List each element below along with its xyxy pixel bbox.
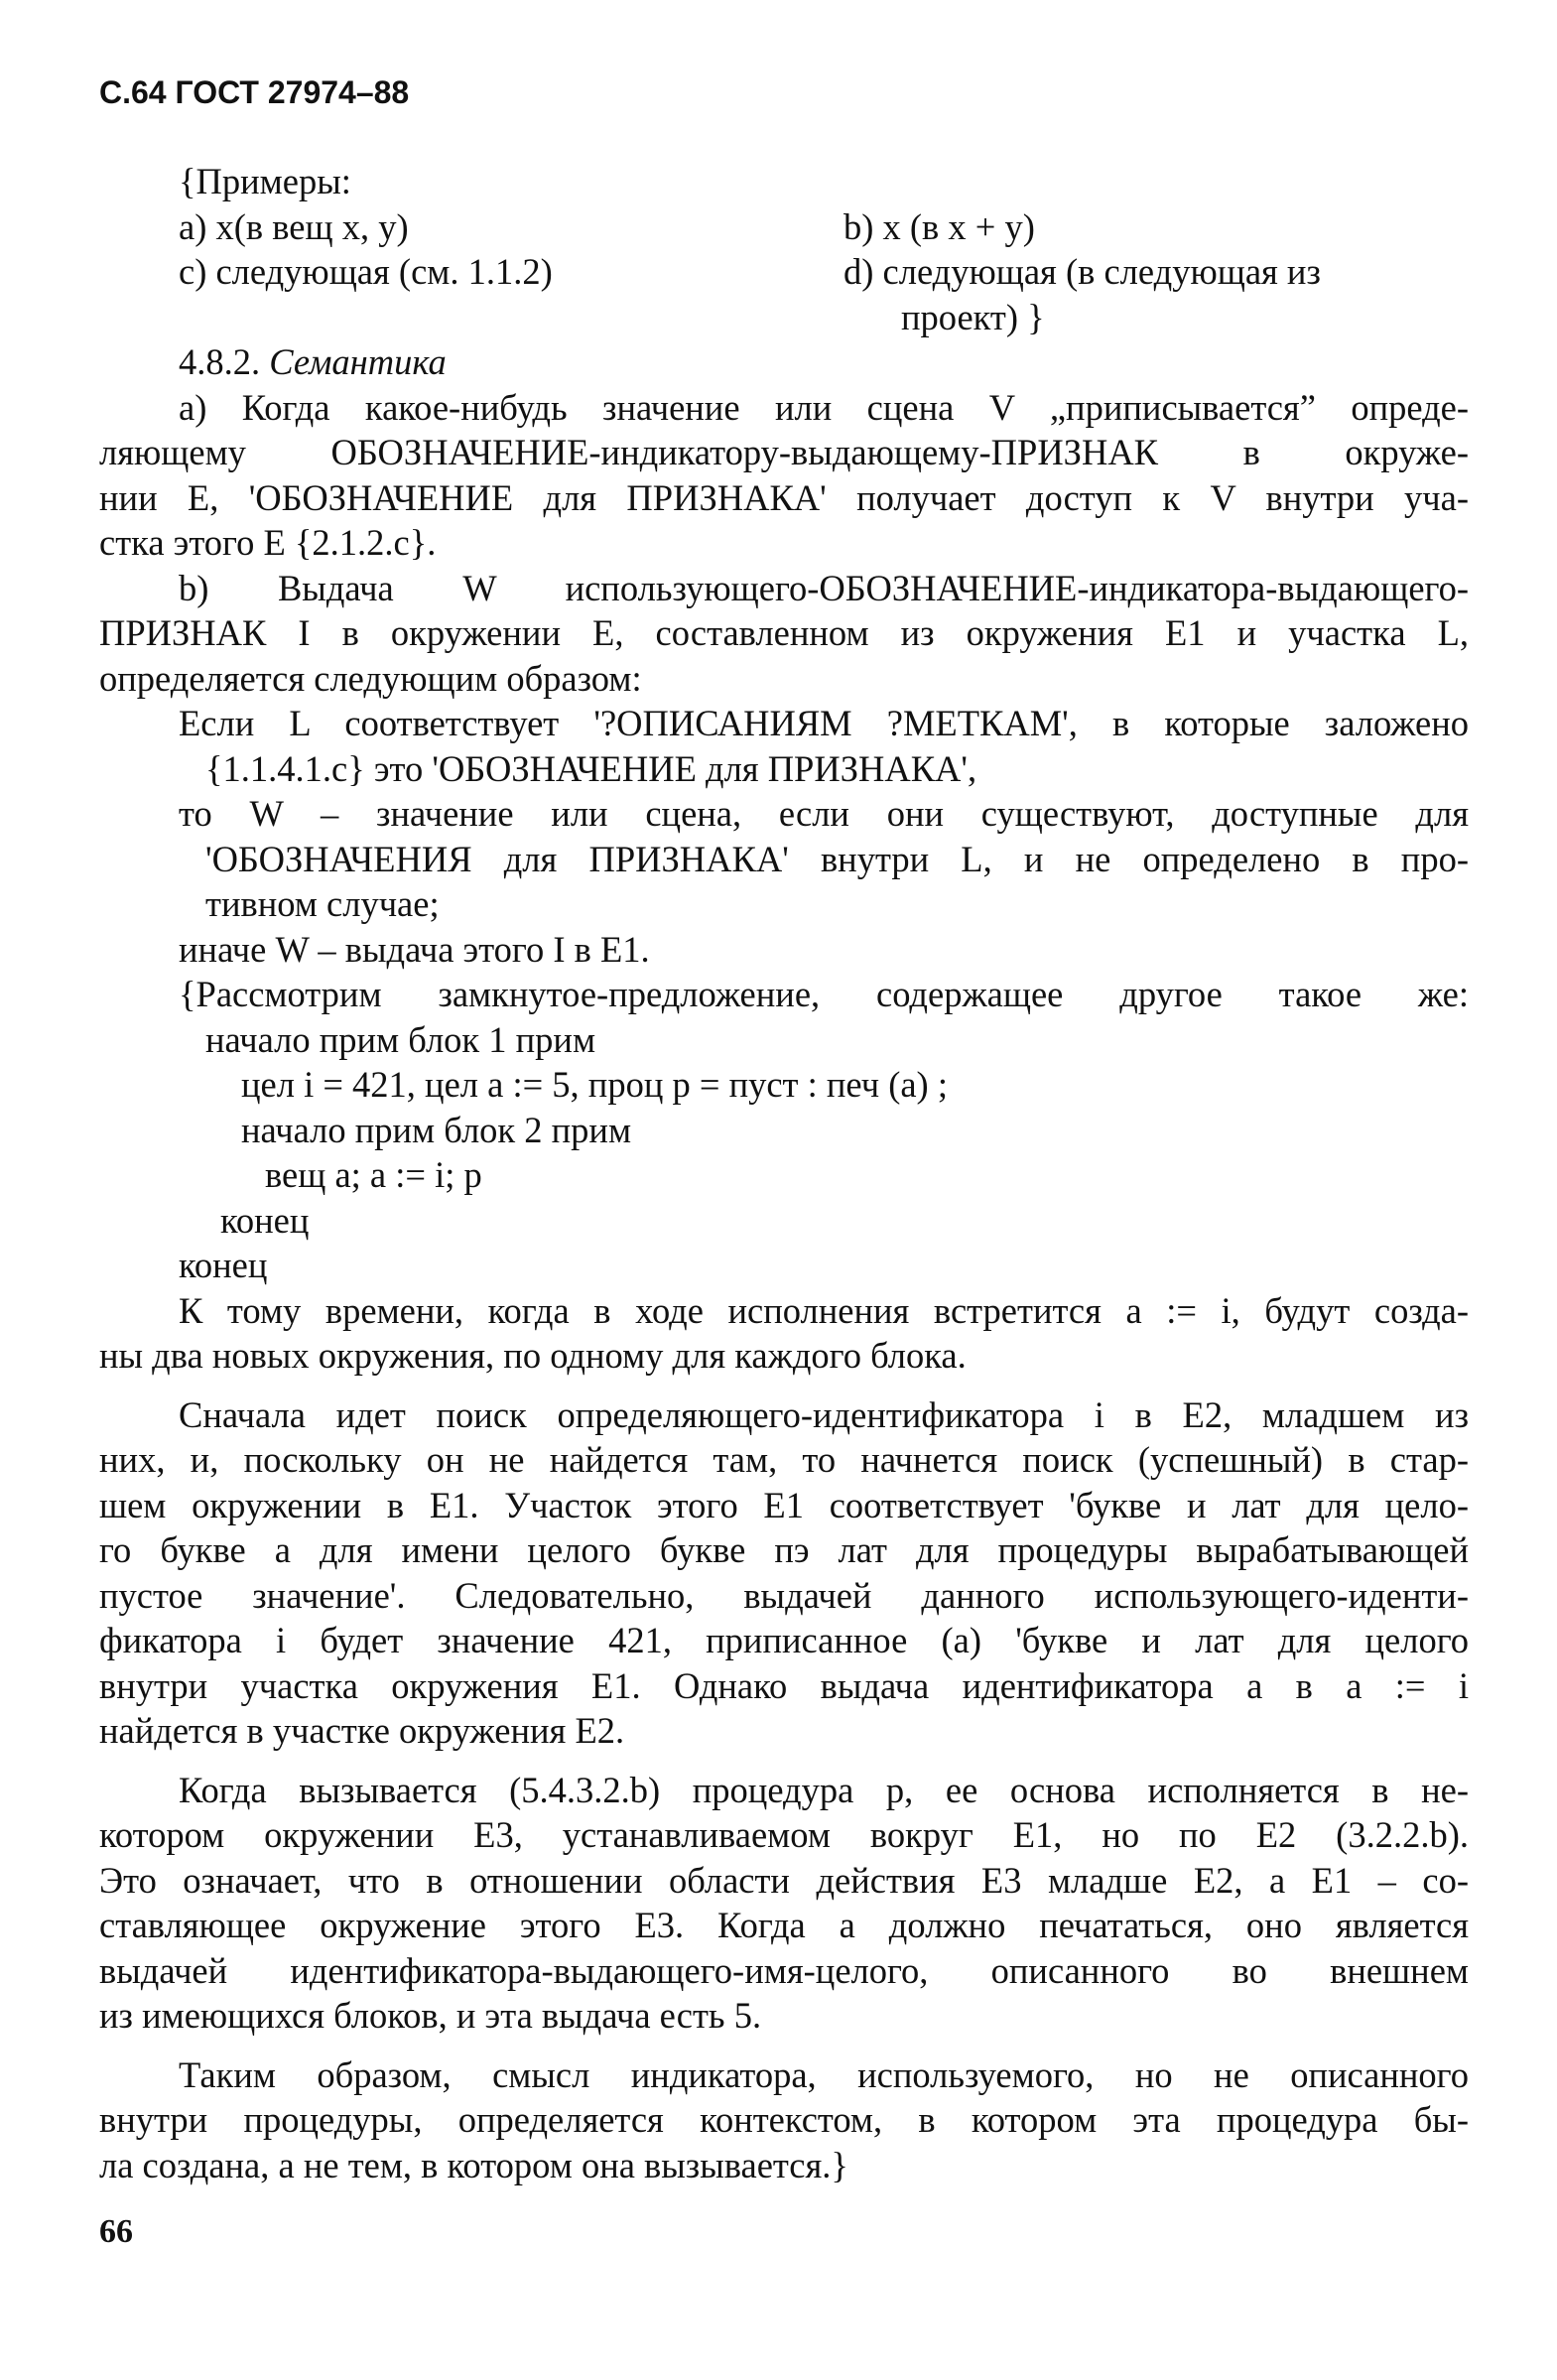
paragraph-conclusion [99,2052,1469,2188]
paragraph-line: Это означает, что в отношении области действия E3 младше E2, а E1 – со- [99,1859,1469,1901]
rule-then-line-1: то W – значение или сцена, если они существуют, доступные для [179,793,1469,834]
paragraph-call [99,1768,1469,2039]
page-content [99,159,1469,2187]
examples-row-1 [99,204,1469,250]
section-heading [99,339,1469,385]
paragraph-search [99,1392,1469,1754]
example-d: d) следующая (в следующая из [843,251,1321,292]
code-line: цел i = 421, цел a := 5, проц p = пуст : печ (a) ; [241,1064,948,1105]
rule-then-line-2: 'ОБОЗНАЧЕНИЯ для ПРИЗНАКА' внутри L, и не определено в про- [205,838,1469,879]
rule-then-line-3: тивном случае; [205,883,440,924]
section-title: Семантика [269,341,447,382]
paragraph-line: a) Когда какое-нибудь значение или сцена V „приписывается” опреде- [179,386,1469,428]
paragraph-line: стка этого E {2.1.2.c}. [99,522,437,563]
paragraph-line: внутри процедуры, определяется контекстом, в котором эта процедура бы- [99,2099,1469,2140]
paragraph-line: ляющему ОБОЗНАЧЕНИЕ-индикатору-выдающему-ПРИЗНАК в окруже- [99,432,1469,472]
paragraph-line: шем окружении в E1. Участок этого E1 соответствует 'букве и лат для цело- [99,1484,1469,1525]
paragraph-line: го букве a для имени целого букве пэ лат для процедуры вырабатывающей [99,1529,1469,1570]
rule-if-line-2: {1.1.4.1.c} это 'ОБОЗНАЧЕНИЕ для ПРИЗНАКА', [205,747,977,789]
paragraph-line: найдется в участке окружения E2. [99,1710,625,1751]
example-a: a) x(в вещ x, y) [179,205,409,247]
rule-if-line-1: Если L соответствует '?ОПИСАНИЯМ ?МЕТКАМ', в которые заложено [179,703,1469,743]
paragraph-line: ны два новых окружения, по одному для каждого блока. [99,1335,967,1376]
paragraph-line: определяется следующим образом: [99,657,642,699]
examples-row-2 [99,249,1469,295]
code-example [99,1017,1469,1288]
examples-row-3 [99,295,1469,340]
paragraph-b [99,566,1469,702]
paragraph-line: ла создана, а не тем, в котором она вызывается.} [99,2144,848,2185]
paragraph-line: них, и, поскольку он не найдется там, то начнется поиск (успешный) в стар- [99,1439,1469,1480]
paragraph-line: внутри участка окружения E1. Однако выдача идентификатора a в a := i [99,1664,1469,1706]
examples-intro: {Примеры: [179,161,351,201]
code-line: конец [179,1245,268,1285]
paragraph-line: фикатора i будет значение 421, приписанное (a) 'букве и лат для целого [99,1620,1469,1660]
paragraph-line: нии E, 'ОБОЗНАЧЕНИЕ для ПРИЗНАКА' получает доступ к V внутри уча- [99,476,1469,518]
paragraph-a [99,385,1469,566]
rule-else-line: иначе W – выдача этого I в E1. [179,928,650,970]
paragraph-line: пустое значение'. Следовательно, выдачей данного использующего-иденти- [99,1574,1469,1616]
example-d-continued: проект) } [901,296,1045,337]
page-number: 66 [99,2213,133,2250]
code-line: начало прим блок 1 прим [205,1018,596,1060]
paragraph-line: К тому времени, когда в ходе исполнения встретится a := i, будут созда- [179,1289,1469,1331]
example-c: c) следующая (см. 1.1.2) [179,251,553,292]
paragraph-line: b) Выдача W использующего-ОБОЗНАЧЕНИЕ-индикатора-выдающего- [179,567,1469,608]
paragraph-line: выдачей идентификатора-выдающего-имя-целого, описанного во внешнем [99,1949,1469,1991]
document-page [99,0,1469,2380]
paragraph-time [99,1288,1469,1379]
paragraph-line: Когда вызывается (5.4.3.2.b) процедура p, ее основа исполняется в не- [179,1769,1469,1810]
paragraph-line: Сначала идет поиск определяющего-идентификатора i в E2, младшем из [179,1393,1469,1435]
paragraph-line: ставляющее окружение этого E3. Когда a должно печататься, оно является [99,1905,1469,1945]
section-number: 4.8.2. [179,341,261,382]
code-line: конец [220,1199,310,1241]
semantic-rule [99,701,1469,972]
paragraph-line: Таким образом, смысл индикатора, используемого, но не описанного [179,2053,1469,2095]
code-line: вещ a; a := i; p [265,1154,482,1195]
code-line: начало прим блок 2 прим [241,1109,632,1150]
paragraph-line: ПРИЗНАК I в окружении E, составленном из окружения E1 и участка L, [99,612,1469,653]
example-intro: {Рассмотрим замкнутое-предложение, содержащее другое такое же: [179,974,1469,1014]
example-b: b) x (в x + y) [843,205,1035,247]
page-header: С.64 ГОСТ 27974–88 [99,74,410,110]
paragraph-line: из имеющихся блоков, и эта выдача есть 5. [99,1995,762,2036]
paragraph-line: котором окружении E3, устанавливаемом вокруг E1, но по E2 (3.2.2.b). [99,1814,1469,1855]
